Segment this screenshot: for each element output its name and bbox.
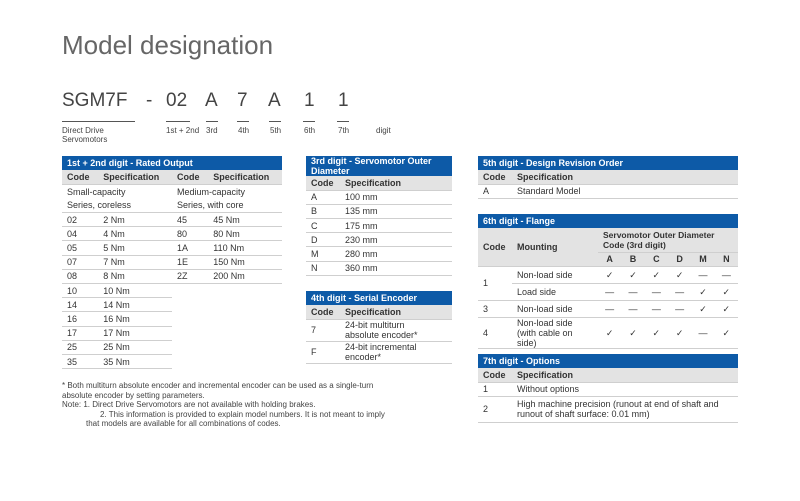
- flange-header: 6th digit - Flange: [478, 214, 738, 228]
- mark-cell: —: [645, 283, 668, 300]
- design-revision-header: 5th digit - Design Revision Order: [478, 156, 738, 170]
- table-row: [306, 261, 452, 275]
- label-7: 7th: [338, 126, 350, 135]
- spec-cell: 200 Nm: [208, 269, 282, 283]
- spec-cell: [512, 396, 738, 422]
- serial-encoder-table: [306, 291, 452, 364]
- spec-line: absolute encoder*: [345, 330, 418, 341]
- options-header: 7th digit - Options: [478, 354, 738, 368]
- col-code: Code: [478, 228, 512, 266]
- code-cell: 7: [306, 319, 340, 341]
- table-row: [62, 269, 282, 283]
- design-revision-table: [478, 156, 738, 199]
- spec-cell: 230 mm: [340, 233, 452, 247]
- spec-cell: 280 mm: [340, 247, 452, 261]
- rated-output-header: 1st + 2nd digit - Rated Output: [62, 156, 282, 170]
- col-spec: Specification: [340, 176, 452, 190]
- table-row: [62, 284, 282, 298]
- underline-7: [337, 121, 349, 122]
- code-cell: 10: [62, 284, 98, 298]
- mounting-cell: Non-load side: [512, 300, 598, 317]
- spec-cell: 100 mm: [340, 190, 452, 204]
- underline-3: [206, 121, 218, 122]
- footnote-line: absolute encoder by setting parameters.: [62, 390, 205, 400]
- serial-encoder-header: 4th digit - Serial Encoder: [306, 291, 452, 305]
- model-dash: -: [146, 90, 153, 111]
- small-capacity-label-2: Series, coreless: [62, 198, 172, 212]
- mark-cell: ✓: [691, 300, 714, 317]
- code-cell: 02: [62, 213, 98, 227]
- diam-code-c: C: [645, 252, 668, 266]
- empty-cell: [172, 354, 208, 368]
- options-table: [478, 354, 738, 423]
- table-row: [62, 354, 282, 368]
- diam-code-b: B: [621, 252, 644, 266]
- col-code: Code: [306, 305, 340, 319]
- mark-cell: —: [668, 283, 691, 300]
- col-code: Code: [306, 176, 340, 190]
- spec-cell: 45 Nm: [208, 213, 282, 227]
- mark-cell: —: [691, 266, 714, 283]
- code-cell: 05: [62, 241, 98, 255]
- model-digit-4: 7: [237, 90, 248, 111]
- flange-table: [478, 214, 738, 349]
- col-code: Code: [62, 170, 98, 184]
- mark-cell: —: [598, 300, 621, 317]
- mounting-line: Non-load side: [517, 317, 573, 328]
- empty-cell: [172, 326, 208, 340]
- footnote-line: * Both multiturn absolute encoder and incremental encoder can be used as a single-turn: [62, 381, 374, 390]
- spec-line: 24-bit incremental: [345, 342, 417, 353]
- model-number: [62, 90, 402, 120]
- spec-cell: 8 Nm: [98, 269, 172, 283]
- mounting-cell: Load side: [512, 283, 598, 300]
- mounting-line: (with cable on side): [517, 327, 573, 348]
- table-row: [62, 326, 282, 340]
- underline-6: [303, 121, 315, 122]
- code-cell: 14: [62, 298, 98, 312]
- model-digit-6: 1: [304, 90, 315, 111]
- code-cell: 4: [478, 317, 512, 348]
- mark-cell: ✓: [645, 266, 668, 283]
- spec-cell: 10 Nm: [98, 284, 172, 298]
- code-cell: 04: [62, 227, 98, 241]
- col-diameter-code: Servomotor Outer Diameter Code (3rd digit): [598, 228, 738, 252]
- code-cell: 1A: [172, 241, 208, 255]
- code-cell: 45: [172, 213, 208, 227]
- footnotes: [62, 381, 392, 429]
- table-row: [478, 382, 738, 396]
- spec-cell: Without options: [512, 382, 738, 396]
- mark-cell: —: [598, 283, 621, 300]
- code-cell: 35: [62, 354, 98, 368]
- model-series: SGM7F: [62, 90, 128, 111]
- spec-cell: 17 Nm: [98, 326, 172, 340]
- table-row: [62, 241, 282, 255]
- empty-cell: [208, 284, 282, 298]
- empty-cell: [172, 298, 208, 312]
- code-cell: 25: [62, 340, 98, 354]
- mark-cell: ✓: [621, 317, 644, 348]
- code-cell: M: [306, 247, 340, 261]
- spec-cell: 35 Nm: [98, 354, 172, 368]
- table-row: [62, 340, 282, 354]
- spec-cell: 7 Nm: [98, 255, 172, 269]
- model-digit-3: A: [205, 90, 218, 111]
- table-row: [306, 319, 452, 341]
- footnote-line: 2. This information is provided to explain model numbers. It is not meant to imply: [100, 409, 385, 419]
- spec-line: encoder*: [345, 352, 382, 363]
- spec-cell: 14 Nm: [98, 298, 172, 312]
- mark-cell: —: [645, 300, 668, 317]
- code-cell: 1E: [172, 255, 208, 269]
- label-digit: digit: [376, 126, 391, 135]
- small-capacity-label: Small-capacity: [67, 186, 126, 197]
- table-row: [306, 204, 452, 218]
- table-row: [306, 247, 452, 261]
- table-row: [478, 184, 738, 198]
- mark-cell: —: [691, 317, 714, 348]
- medium-capacity-label-2: Series, with core: [172, 198, 282, 212]
- spec-line: runout of shaft surface: 0.01 mm): [517, 409, 650, 420]
- empty-cell: [208, 326, 282, 340]
- spec-cell: 110 Nm: [208, 241, 282, 255]
- table-row: [478, 317, 738, 348]
- spec-cell: 80 Nm: [208, 227, 282, 241]
- code-cell: N: [306, 261, 340, 275]
- spec-cell: 150 Nm: [208, 255, 282, 269]
- code-cell: B: [306, 204, 340, 218]
- code-cell: 2Z: [172, 269, 208, 283]
- mounting-cell: [512, 317, 598, 348]
- mark-cell: ✓: [621, 266, 644, 283]
- spec-cell: 175 mm: [340, 219, 452, 233]
- diam-code-d: D: [668, 252, 691, 266]
- code-cell: 07: [62, 255, 98, 269]
- col-spec: Specification: [98, 170, 172, 184]
- spec-cell: 25 Nm: [98, 340, 172, 354]
- spec-cell: Standard Model: [512, 184, 738, 198]
- spec-cell: 135 mm: [340, 204, 452, 218]
- table-row: [306, 219, 452, 233]
- table-row: [478, 300, 738, 317]
- diam-code-n: N: [715, 252, 738, 266]
- page-title: Model designation: [62, 30, 274, 60]
- underline-12: [166, 121, 190, 122]
- table-row: [306, 341, 452, 363]
- empty-cell: [208, 354, 282, 368]
- table-row: [62, 312, 282, 326]
- mark-cell: ✓: [668, 266, 691, 283]
- label-6: 6th: [304, 126, 316, 135]
- footnote-line: that models are available for all combinations of codes.: [86, 419, 281, 428]
- diam-code-m: M: [691, 252, 714, 266]
- code-cell: D: [306, 233, 340, 247]
- empty-cell: [172, 284, 208, 298]
- outer-diameter-table: [306, 156, 452, 276]
- col-code: Code: [478, 368, 512, 382]
- model-labels: [62, 126, 422, 150]
- diam-code-a: A: [598, 252, 621, 266]
- code-cell: A: [478, 184, 512, 198]
- code-cell: 2: [478, 396, 512, 422]
- spec-line: 24-bit multiturn: [345, 320, 405, 331]
- spec-cell: 360 mm: [340, 261, 452, 275]
- label-series: Direct Drive Servomotors: [62, 126, 108, 144]
- spec-cell: 16 Nm: [98, 312, 172, 326]
- mark-cell: ✓: [598, 266, 621, 283]
- outer-diameter-header: 3rd digit - Servomotor Outer Diameter: [306, 156, 452, 176]
- code-cell: 1: [478, 382, 512, 396]
- medium-capacity-label: Medium-capacity: [176, 186, 246, 197]
- code-cell: F: [306, 341, 340, 363]
- spec-cell: 5 Nm: [98, 241, 172, 255]
- col-code: Code: [172, 170, 208, 184]
- mark-cell: ✓: [668, 317, 691, 348]
- empty-cell: [208, 298, 282, 312]
- underline-series: [62, 121, 135, 122]
- table-row: [306, 190, 452, 204]
- mark-cell: ✓: [598, 317, 621, 348]
- table-row: [478, 266, 738, 283]
- col-spec: Specification: [512, 368, 738, 382]
- label-5: 5th: [270, 126, 282, 135]
- underline-5: [269, 121, 281, 122]
- spec-cell: [340, 341, 452, 363]
- mark-cell: —: [621, 300, 644, 317]
- mark-cell: —: [621, 283, 644, 300]
- col-code: Code: [478, 170, 512, 184]
- label-4: 4th: [238, 126, 250, 135]
- code-cell: 17: [62, 326, 98, 340]
- model-digit-12: 02: [166, 90, 188, 111]
- spec-cell: 4 Nm: [98, 227, 172, 241]
- code-cell: C: [306, 219, 340, 233]
- mounting-cell: Non-load side: [512, 266, 598, 283]
- empty-cell: [208, 312, 282, 326]
- code-cell: 16: [62, 312, 98, 326]
- code-cell: 1: [478, 266, 512, 300]
- code-cell: 80: [172, 227, 208, 241]
- code-cell: 08: [62, 269, 98, 283]
- rated-output-table: [62, 156, 282, 369]
- footnote-line: Note: 1. Direct Drive Servomotors are not available with holding brakes.: [62, 400, 316, 409]
- table-row: [478, 283, 738, 300]
- mark-cell: ✓: [715, 300, 738, 317]
- code-cell: 3: [478, 300, 512, 317]
- label-3: 3rd: [206, 126, 218, 135]
- spec-cell: 2 Nm: [98, 213, 172, 227]
- table-row: [306, 233, 452, 247]
- label-12: 1st + 2nd: [166, 126, 200, 135]
- spec-cell: [340, 319, 452, 341]
- table-row: [62, 298, 282, 312]
- mark-cell: —: [715, 266, 738, 283]
- col-spec: Specification: [340, 305, 452, 319]
- col-spec: Specification: [512, 170, 738, 184]
- spec-line: High machine precision (runout at end of shaft and: [517, 399, 719, 410]
- underline-4: [237, 121, 249, 122]
- table-row: [62, 213, 282, 227]
- mark-cell: ✓: [645, 317, 668, 348]
- model-digit-7: 1: [338, 90, 349, 111]
- empty-cell: [172, 340, 208, 354]
- model-digit-5: A: [268, 90, 281, 111]
- mark-cell: ✓: [691, 283, 714, 300]
- col-mounting: Mounting: [512, 228, 598, 266]
- table-row: [478, 396, 738, 422]
- col-spec: Specification: [208, 170, 282, 184]
- empty-cell: [172, 312, 208, 326]
- table-row: [62, 227, 282, 241]
- code-cell: A: [306, 190, 340, 204]
- mark-cell: ✓: [715, 317, 738, 348]
- mark-cell: ✓: [715, 283, 738, 300]
- table-row: [62, 255, 282, 269]
- mark-cell: —: [668, 300, 691, 317]
- empty-cell: [208, 340, 282, 354]
